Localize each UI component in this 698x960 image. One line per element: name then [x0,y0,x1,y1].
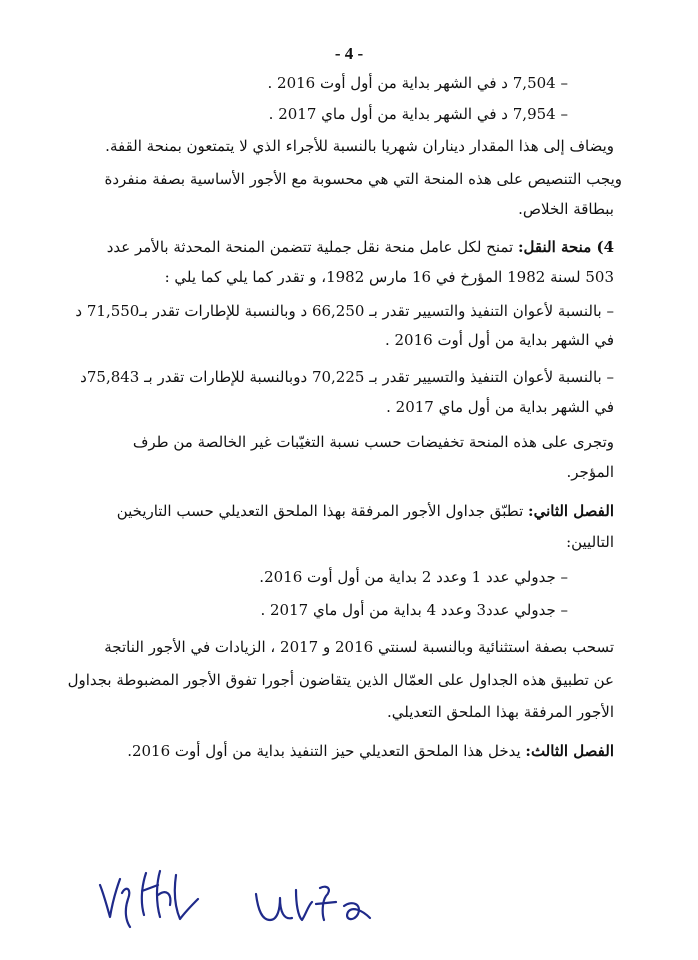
paragraph-line: التاليين: [566,533,614,551]
amount-line-2017: – 7,954 د في الشهر بداية من أول ماي 2017 . [268,105,568,123]
list-item: – جدولي عدد 1 وعدد 2 بداية من أول أوت 2016. [259,568,568,586]
paragraph-line: المؤجر. [566,463,614,481]
paragraph-line: – بالنسبة لأعوان التنفيذ والتسيير تقدر بـ 66,250 د وبالنسبة للإطارات تقدر بـ71,550 د [75,302,614,320]
article-three [127,740,614,762]
paragraph-line: وتجرى على هذه المنحة تخفيضات حسب نسبة التغيّبات غير الخالصة من طرف [132,433,614,451]
signature-left [96,855,216,935]
section-transport-allowance [107,236,614,258]
article-two [117,500,614,522]
section-text: تمنح لكل عامل منحة نقل جملية تتضمن المنحة المحدثة بالأمر عدد [106,238,518,256]
article-heading: الفصل الثاني: [528,502,614,520]
paragraph-line: ويجب التنصيص على هذه المنحة التي هي محسوبة مع الأجور الأساسية بصفة منفردة [104,170,622,188]
paragraph-line: في الشهر بداية من أول أوت 2016 . [384,331,614,349]
paragraph-line: تسحب بصفة استثنائية وبالنسبة لسنتي 2016 و 2017 ، الزيادات في الأجور الناتجة [104,638,614,656]
article-heading: الفصل الثالث: [525,742,614,760]
paragraph-line: – بالنسبة لأعوان التنفيذ والتسيير تقدر بـ 70,225 دوبالنسبة للإطارات تقدر بـ 75,843د [80,368,614,386]
page-number: - 4 - [334,44,364,63]
article-text: يدخل هذا الملحق التعديلي حيز التنفيذ بداية من أول أوت 2016. [127,742,526,760]
article-text: تطبّق جداول الأجور المرفقة بهذا الملحق التعديلي حسب التاريخين [116,502,529,520]
section-heading: 4) منحة النقل: [517,238,614,256]
paragraph-line: ويضاف إلى هذا المقدار ديناران شهريا بالنسبة للأجراء الذي لا يتمتعون بمنحة القفة. [105,137,614,155]
paragraph-line: عن تطبيق هذه الجداول على العمّال الذين يتقاضون أجورا تفوق الأجور المضبوطة بجداول [67,671,614,689]
paragraph-line: في الشهر بداية من أول ماي 2017 . [386,398,614,416]
paragraph-line: 503 لسنة 1982 المؤرخ في 16 مارس 1982، و تقدر كما يلي كما يلي : [164,268,614,286]
amount-line-2016: – 7,504 د في الشهر بداية من أول أوت 2016 . [267,74,568,92]
paragraph-line: الأجور المرفقة بهذا الملحق التعديلي. [386,703,614,721]
paragraph-line: ببطاقة الخلاص. [518,200,614,218]
signature-right [252,880,392,940]
list-item: – جدولي عدد3 وعدد 4 بداية من أول ماي 2017 . [260,601,568,619]
